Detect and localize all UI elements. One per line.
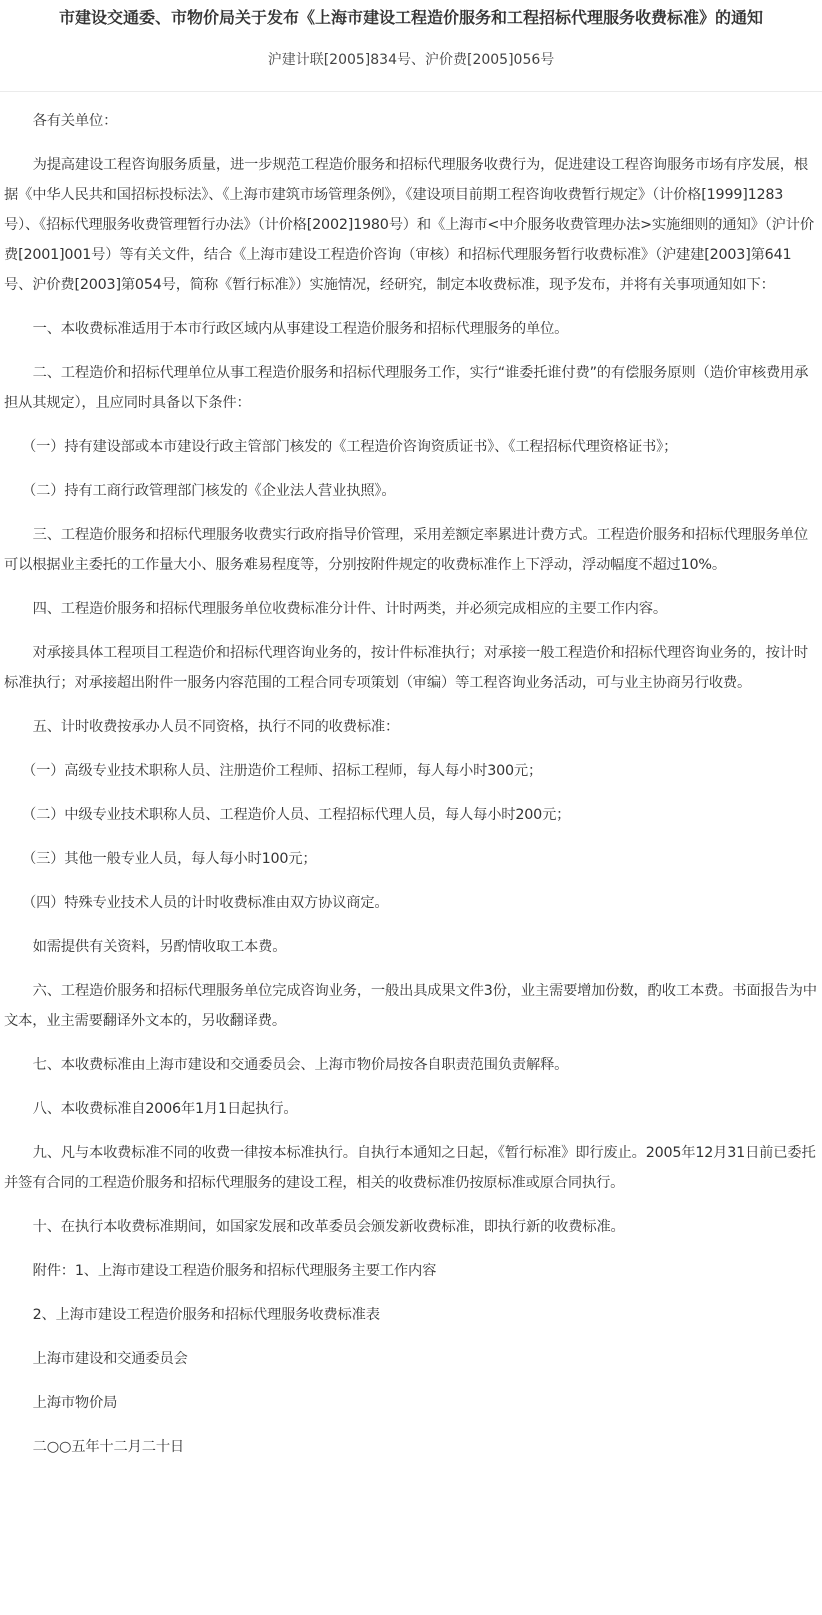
paragraph-item-9: 九、凡与本收费标准不同的收费一律按本标准执行。自执行本通知之日起，《暂行标准》即行废止。2005年12月31日前已委托并签有合同的工程造价服务和招标代理服务的建设工程，相关的收费标准仍按原标准或原合同执行。 — [4, 1145, 816, 1191]
paragraph-item-5-rate-2: （二）中级专业技术职称人员、工程造价人员、工程招标代理人员，每人每小时200元； — [22, 807, 571, 823]
signatory-construction-committee: 上海市建设和交通委员会 — [32, 1351, 188, 1367]
paragraph-item-5-rate-3: （三）其他一般专业人员，每人每小时100元； — [22, 851, 317, 867]
paragraph-item-2-condition-2: （二）持有工商行政管理部门核发的《企业法人营业执照》。 — [22, 483, 396, 499]
document-body — [0, 92, 822, 1462]
paragraph-item-5-rate-4: （四）特殊专业技术人员的计时收费标准由双方协议商定。 — [22, 895, 389, 911]
paragraph-item-5-note: 如需提供有关资料，另酌情收取工本费。 — [32, 939, 287, 955]
paragraph-item-1: 一、本收费标准适用于本市行政区域内从事建设工程造价服务和招标代理服务的单位。 — [32, 321, 569, 337]
signatory-price-bureau: 上海市物价局 — [32, 1395, 118, 1411]
paragraph-item-5: 五、计时收费按承办人员不同资格，执行不同的收费标准： — [32, 719, 400, 735]
paragraph-item-4: 四、工程造价服务和招标代理服务单位收费标准分计件、计时两类，并必须完成相应的主要工作内容。 — [32, 601, 667, 617]
paragraph-item-7: 七、本收费标准由上海市建设和交通委员会、上海市物价局按各自职责范围负责解释。 — [32, 1057, 569, 1073]
paragraph-item-3: 三、工程造价服务和招标代理服务收费实行政府指导价管理，采用差额定率累进计费方式。工程造价服务和招标代理服务单位可以根据业主委托的工作量大小、服务难易程度等，分别按附件规定的收费标准作上下浮动，浮动幅度不超过10%。 — [4, 527, 808, 573]
document-header — [0, 0, 822, 92]
paragraph-item-5-rate-1: （一）高级专业技术职称人员、注册造价工程师、招标工程师，每人每小时300元； — [22, 763, 543, 779]
paragraph-item-10: 十、在执行本收费标准期间，如国家发展和改革委员会颁发新收费标准，即执行新的收费标准。 — [32, 1219, 625, 1235]
salutation: 各有关单位： — [32, 113, 118, 129]
paragraph-item-2-condition-1: （一）持有建设部或本市建设行政主管部门核发的《工程造价咨询资质证书》、《工程招标代理资格证书》； — [22, 439, 678, 455]
document-title: 市建设交通委、市物价局关于发布《上海市建设工程造价服务和工程招标代理服务收费标准》的通知 — [58, 8, 763, 27]
paragraph-item-8: 八、本收费标准自2006年1月1日起执行。 — [32, 1101, 298, 1117]
document-number: 沪建计联[2005]834号、沪价费[2005]056号 — [267, 52, 555, 68]
paragraph-item-6: 六、工程造价服务和招标代理服务单位完成咨询业务，一般出具成果文件3份，业主需要增加份数，酌收工本费。书面报告为中文本，业主需要翻译外文本的，另收翻译费。 — [4, 983, 817, 1029]
attachment-2: 2、上海市建设工程造价服务和招标代理服务收费标准表 — [32, 1307, 380, 1323]
attachment-1: 附件：1、上海市建设工程造价服务和招标代理服务主要工作内容 — [32, 1263, 437, 1279]
document-date: 二○○五年十二月二十日 — [32, 1439, 185, 1455]
paragraph-item-4-detail: 对承接具体工程项目工程造价和招标代理咨询业务的，按计件标准执行；对承接一般工程造价和招标代理咨询业务的，按计时标准执行；对承接超出附件一服务内容范围的工程合同专项策划（审编）等工程咨询业务活动，可与业主协商另行收费。 — [4, 645, 808, 691]
paragraph-preamble: 为提高建设工程咨询服务质量，进一步规范工程造价服务和招标代理服务收费行为，促进建设工程咨询服务市场有序发展，根据《中华人民共和国招标投标法》、《上海市建筑市场管理条例》，《建设项目前期工程咨询收费暂行规定》（计价格[1999]1283号）、《招标代理服务收费管理暂行办法》（计价格[2002]1980号）和《上海市<中介服务收费管理办法>实施细则的通知》（沪计价费[2001]001号）等有关文件，结合《上海市建设工程造价咨询（审核）和招标代理服务暂行收费标准》（沪建建[2003]第641号、沪价费[2003]第054号，简称《暂行标准》）实施情况，经研究，制定本收费标准，现予发布，并将有关事项通知如下： — [4, 157, 814, 293]
paragraph-item-2: 二、工程造价和招标代理单位从事工程造价服务和招标代理服务工作，实行“谁委托谁付费”的有偿服务原则（造价审核费用承担从其规定），且应同时具备以下条件： — [4, 365, 809, 411]
